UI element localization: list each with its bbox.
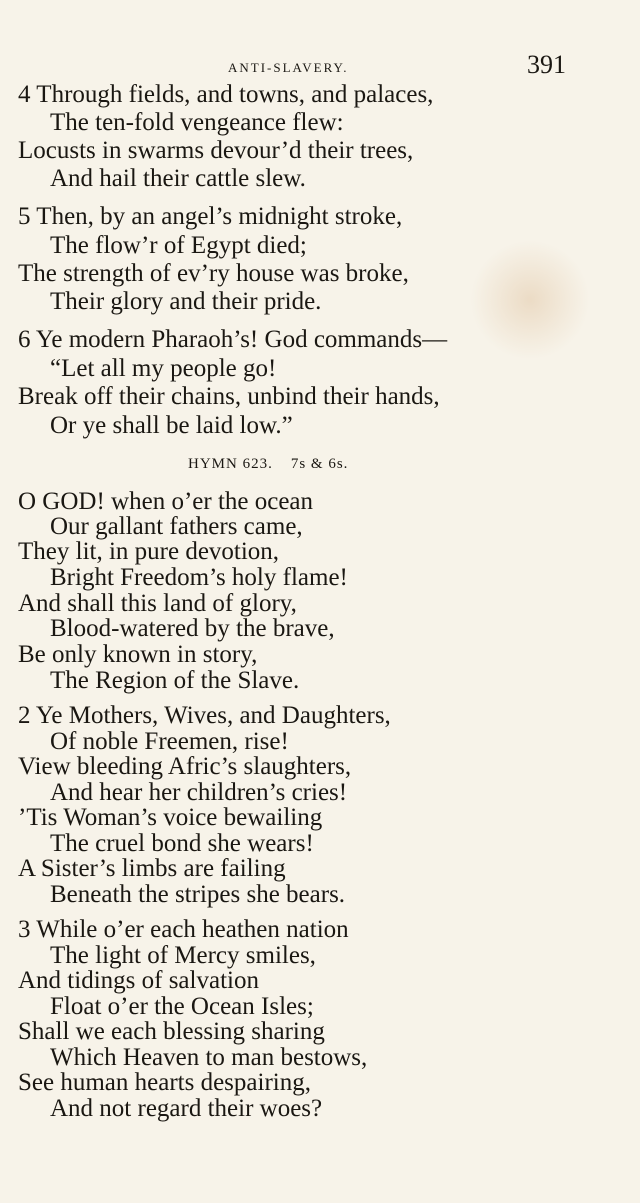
verse-line: The strength of ev’ry house was broke, bbox=[18, 260, 409, 287]
verse-line: O GOD! when o’er the ocean bbox=[18, 488, 314, 515]
verse-line: Of noble Freemen, rise! bbox=[50, 728, 289, 755]
hymn-title: HYMN 623. bbox=[188, 456, 273, 472]
verse-line: The flow’r of Egypt died; bbox=[50, 232, 307, 259]
verse-line: Locusts in swarms devour’d their trees, bbox=[18, 137, 414, 164]
verse-line: 4 Through fields, and towns, and palaces, bbox=[18, 81, 434, 108]
verse-line: Their glory and their pride. bbox=[50, 288, 322, 315]
verse-line: Bright Freedom’s holy flame! bbox=[50, 564, 348, 591]
verse-line: Or ye shall be laid low.” bbox=[50, 412, 293, 439]
verse-line: View bleeding Afric’s slaughters, bbox=[18, 753, 352, 780]
verse-line: “Let all my people go! bbox=[50, 355, 277, 382]
verse-line: Break off their chains, unbind their hands, bbox=[18, 383, 440, 410]
verse-line: And hear her children’s cries! bbox=[50, 779, 348, 806]
verse-line: And hail their cattle slew. bbox=[50, 165, 306, 192]
verse-line: 2 Ye Mothers, Wives, and Daughters, bbox=[18, 702, 391, 729]
verse-line: ’Tis Woman’s voice bewailing bbox=[18, 804, 323, 831]
paper-stain bbox=[470, 240, 590, 360]
verse-line: Shall we each blessing sharing bbox=[18, 1018, 325, 1045]
verse-line: 5 Then, by an angel’s midnight stroke, bbox=[18, 203, 403, 230]
verse-line: The Region of the Slave. bbox=[50, 667, 300, 694]
verse-line: 3 While o’er each heathen nation bbox=[18, 916, 349, 943]
verse-line: And not regard their woes? bbox=[50, 1095, 323, 1122]
verse-line: Our gallant fathers came, bbox=[50, 513, 303, 540]
verse-line: The cruel bond she wears! bbox=[50, 830, 314, 857]
page-number: 391 bbox=[527, 50, 566, 79]
verse-line: See human hearts despairing, bbox=[18, 1069, 311, 1096]
verse-line: A Sister’s limbs are failing bbox=[18, 855, 286, 882]
verse-line: Beneath the stripes she bears. bbox=[50, 881, 346, 908]
verse-line: Blood-watered by the brave, bbox=[50, 615, 335, 642]
verse-line: The light of Mercy smiles, bbox=[50, 942, 316, 969]
verse-line: They lit, in pure devotion, bbox=[18, 538, 280, 565]
hymn-heading bbox=[188, 456, 348, 473]
verse-line: Float o’er the Ocean Isles; bbox=[50, 993, 314, 1020]
verse-line: And shall this land of glory, bbox=[18, 590, 297, 617]
verse-line: And tidings of salvation bbox=[18, 967, 259, 994]
verse-line: 6 Ye modern Pharaoh’s! God commands— bbox=[18, 326, 448, 353]
page-header bbox=[0, 48, 640, 82]
verse-line: Be only known in story, bbox=[18, 641, 258, 668]
running-head: ANTI-SLAVERY. bbox=[228, 60, 349, 75]
verse-line: The ten-fold vengeance flew: bbox=[50, 109, 344, 136]
verse-line: Which Heaven to man bestows, bbox=[50, 1044, 368, 1071]
hymn-meter: 7s & 6s. bbox=[290, 456, 349, 472]
